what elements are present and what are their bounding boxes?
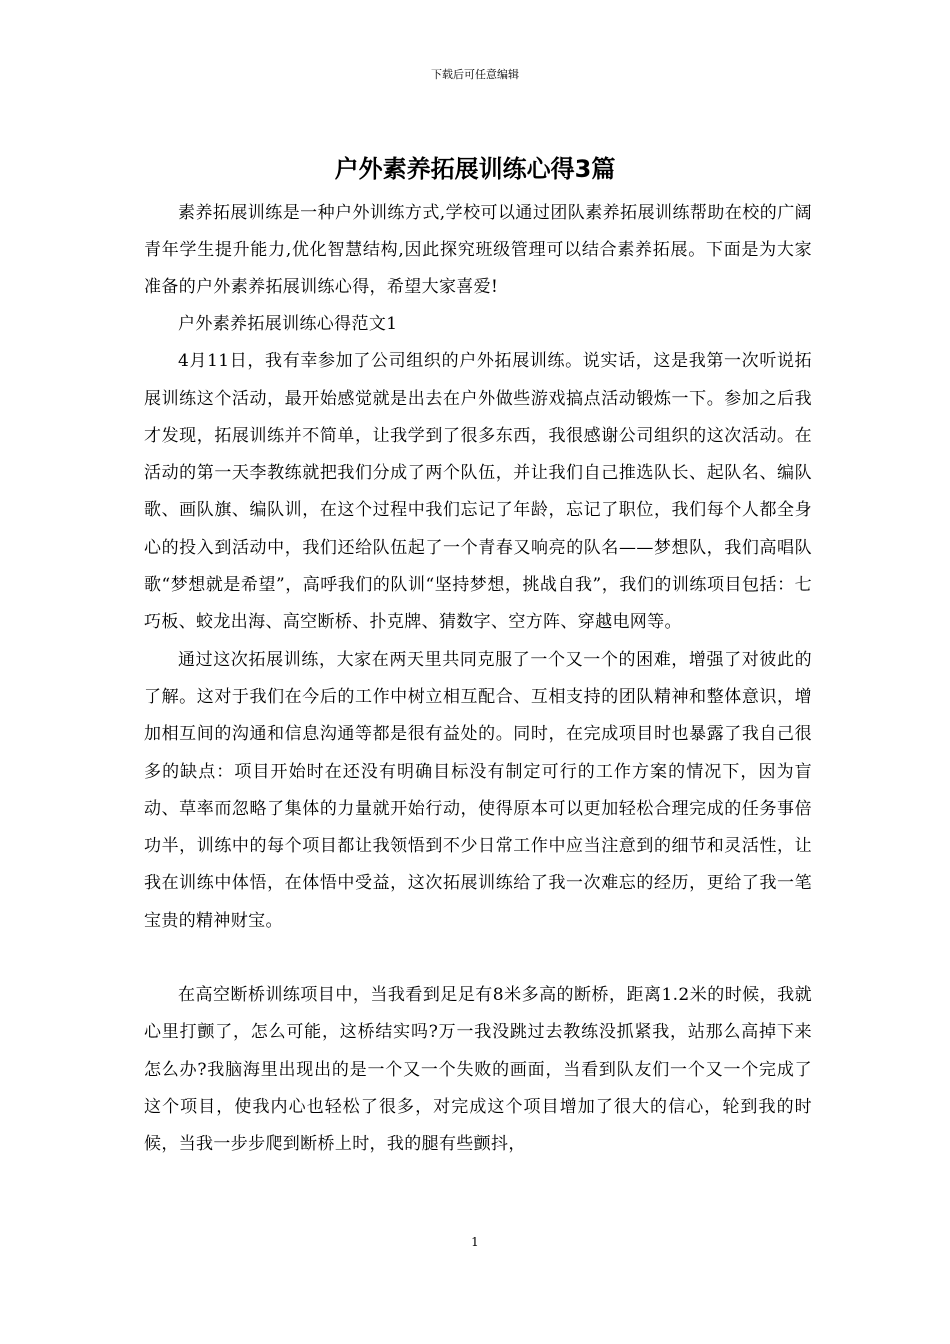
page-number: 1 [471,1235,479,1249]
page-header-note: 下载后可任意编辑 [431,68,519,81]
document-body [144,195,812,1164]
document-title: 户外素养拓展训练心得3篇 [334,155,616,183]
body-paragraph-2: 通过这次拓展训练，大家在两天里共同克服了一个又一个的困难，增强了对彼此的了解。这对于我们在今后的工作中树立相互配合、互相支持的团队精神和整体意识，增加相互间的沟通和信息沟通等都是很有益处的。同时，在完成项目时也暴露了我自己很多的缺点：项目开始时在还没有明确目标没有制定可行的工作方案的情况下，因为盲动、草率而忽略了集体的力量就开始行动，使得原本可以更加轻松合理完成的任务事倍功半，训练中的每个项目都让我领悟到不少日常工作中应当注意到的细节和灵活性，让我在训练中体悟，在体悟中受益，这次拓展训练给了我一次难忘的经历，更给了我一笔宝贵的精神财宝。 [144,649,812,931]
body-paragraph-1: 4月11日，我有幸参加了公司组织的户外拓展训练。说实话，这是我第一次听说拓展训练这个活动，最开始感觉就是出去在户外做些游戏搞点活动锻炼一下。参加之后我才发现，拓展训练并不简单，让我学到了很多东西，我很感谢公司组织的这次活动。在活动的第一天李教练就把我们分成了两个队伍，并让我们自己推选队长、起队名、编队歌、画队旗、编队训，在这个过程中我们忘记了年龄，忘记了职位，我们每个人都全身心的投入到活动中，我们还给队伍起了一个青春又响亮的队名——梦想队，我们高唱队歌“梦想就是希望”，高呼我们的队训“坚持梦想，挑战自我”，我们的训练项目包括：七巧板、蛟龙出海、高空断桥、扑克牌、猜数字、空方阵、穿越电网等。 [144,351,812,633]
body-paragraph-3: 在高空断桥训练项目中，当我看到足足有8米多高的断桥，距离1.2米的时候，我就心里打颤了，怎么可能，这桥结实吗?万一我没跳过去教练没抓紧我，站那么高掉下来怎么办?我脑海里出现出的是一个又一个失败的画面，当看到队友们一个又一个完成了这个项目，使我内心也轻松了很多，对完成这个项目增加了很大的信心，轮到我的时候，当我一步步爬到断桥上时，我的腿有些颤抖， [144,985,812,1155]
intro-paragraph: 素养拓展训练是一种户外训练方式,学校可以通过团队素养拓展训练帮助在校的广阔青年学生提升能力,优化智慧结构,因此探究班级管理可以结合素养拓展。下面是为大家准备的户外素养拓展训练心得，希望大家喜爱! [144,203,812,297]
section-heading: 户外素养拓展训练心得范文1 [178,314,398,334]
